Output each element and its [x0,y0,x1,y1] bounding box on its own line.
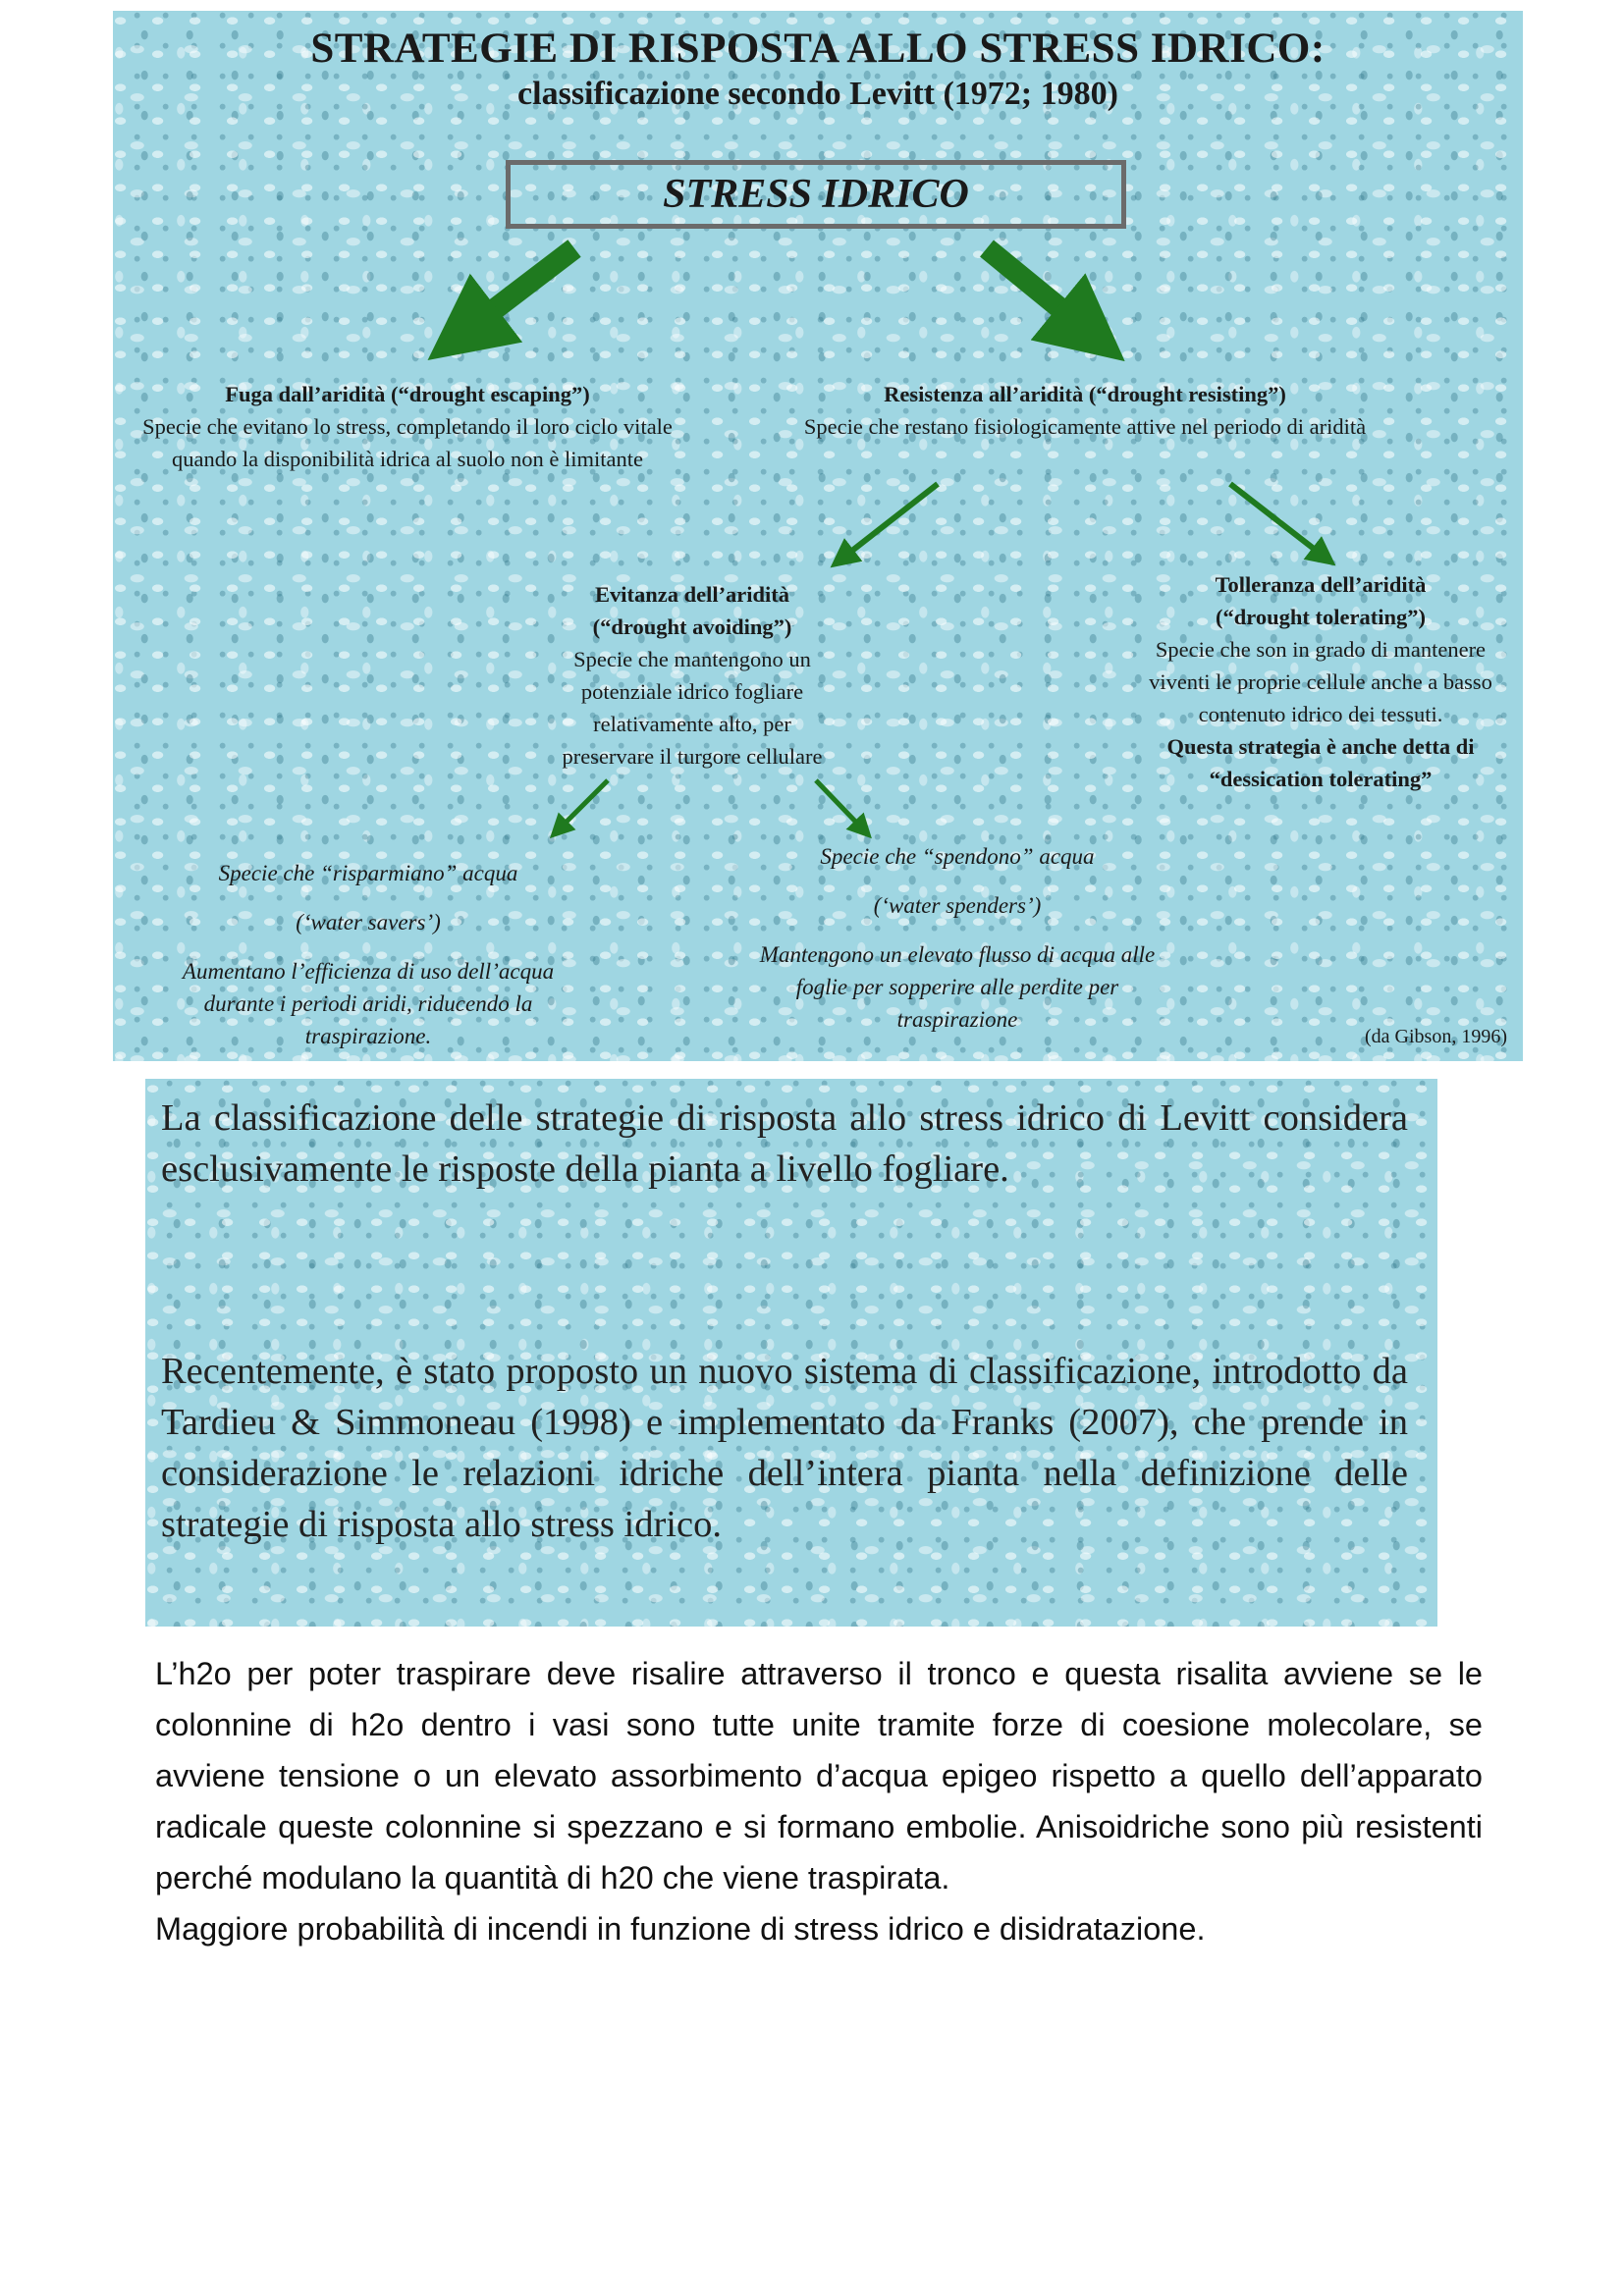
body-paragraph: L’h2o per poter traspirare deve risalire attraverso il tronco e questa risalita avviene se le colonnine di h2o dentro i vasi sono tutte unite tramite forze di coesione molecolare, se avviene tensione o un elevato assorbimento d’acqua epigeo rispetto a quello dell’apparato radicale queste colonnine si spezzano e si formano embolie. Anisoidriche sono più resistenti perché modulano la quantità di h20 che viene traspirata. [155,1656,1483,1896]
arrow-to-resisting [987,248,1095,337]
diagram-subtitle: classificazione secondo Levitt (1972; 1980) [517,76,1118,112]
escaping-heading: Fuga dall’aridità (“drought escaping”) [225,382,590,406]
node-water-savers [152,857,584,1052]
avoiding-description: Specie che mantengono un potenziale idrico fogliare relativamente alto, per preservare il turgore cellulare [562,647,823,769]
tolerating-description: Specie che son in grado di mantenere viventi le proprie cellule anche a basso contenuto idrico dei tessuti. [1149,637,1492,726]
tolerating-heading-en: (“drought tolerating”) [1216,605,1426,629]
body-text [155,1648,1483,1954]
spenders-subtitle: (‘water spenders’) [873,893,1042,918]
diagram-title: STRATEGIE DI RISPOSTA ALLO STRESS IDRICO: [310,26,1326,72]
source-credit: (da Gibson, 1996) [1365,1026,1507,1047]
node-water-spenders [741,840,1173,1036]
resisting-heading: Resistenza all’aridità (“drought resisting”) [884,382,1286,406]
escaping-description: Specie che evitano lo stress, completando il loro ciclo vitale quando la disponibilità idrica al suolo non è limitante [142,414,673,471]
resisting-description: Specie che restano fisiologicamente attive nel periodo di aridità [803,414,1367,439]
savers-title: Specie che “risparmiano” acqua [218,861,518,885]
arrow-to-escaping [459,248,574,337]
spenders-title: Specie che “spendono” acqua [820,844,1095,869]
spenders-description: Mantengono un elevato flusso di acqua alle foglie per sopperire alle perdite per traspirazione [759,942,1156,1032]
stress-idrico-box: STRESS IDRICO [506,160,1126,229]
node-drought-avoiding [545,578,839,773]
avoiding-heading: Evitanza dell’aridità [594,582,790,607]
tolerating-heading: Tolleranza dell’aridità [1215,572,1427,597]
node-drought-tolerating [1124,568,1517,795]
tolerating-note: Questa strategia è anche detta di “dessication tolerating” [1166,734,1475,791]
savers-subtitle: (‘water savers’) [296,910,441,934]
arrow-to-tolerating [1230,484,1326,559]
recent-classification-paragraph: Recentemente, è stato proposto un nuovo sistema di classificazione, introdotto da Tardieu & Simmoneau (1998) e implementato da Franks (2007), che prende in considerazione le relazioni idriche dell’intera pianta nella definizione delle strategie di risposta allo stress idrico. [161,1351,1408,1545]
savers-description: Aumentano l’efficienza di uso dell’acqua durante i periodi aridi, riducendo la traspirazione. [182,959,555,1048]
arrow-to-spenders [816,780,865,831]
arrow-to-avoiding [839,484,938,561]
node-drought-escaping [133,378,682,475]
body-paragraph-2: Maggiore probabilità di incendi in funzione di stress idrico e disidratazione. [155,1911,1206,1947]
diagram-slide [113,11,1523,1061]
levitt-paragraph: La classificazione delle strategie di risposta allo stress idrico di Levitt considera esclusivamente le risposte della pianta a livello fogliare. [161,1097,1408,1190]
node-drought-resisting [800,378,1370,443]
arrow-to-savers [557,780,608,831]
text-slide [145,1079,1437,1627]
avoiding-heading-en: (“drought avoiding”) [592,614,792,639]
